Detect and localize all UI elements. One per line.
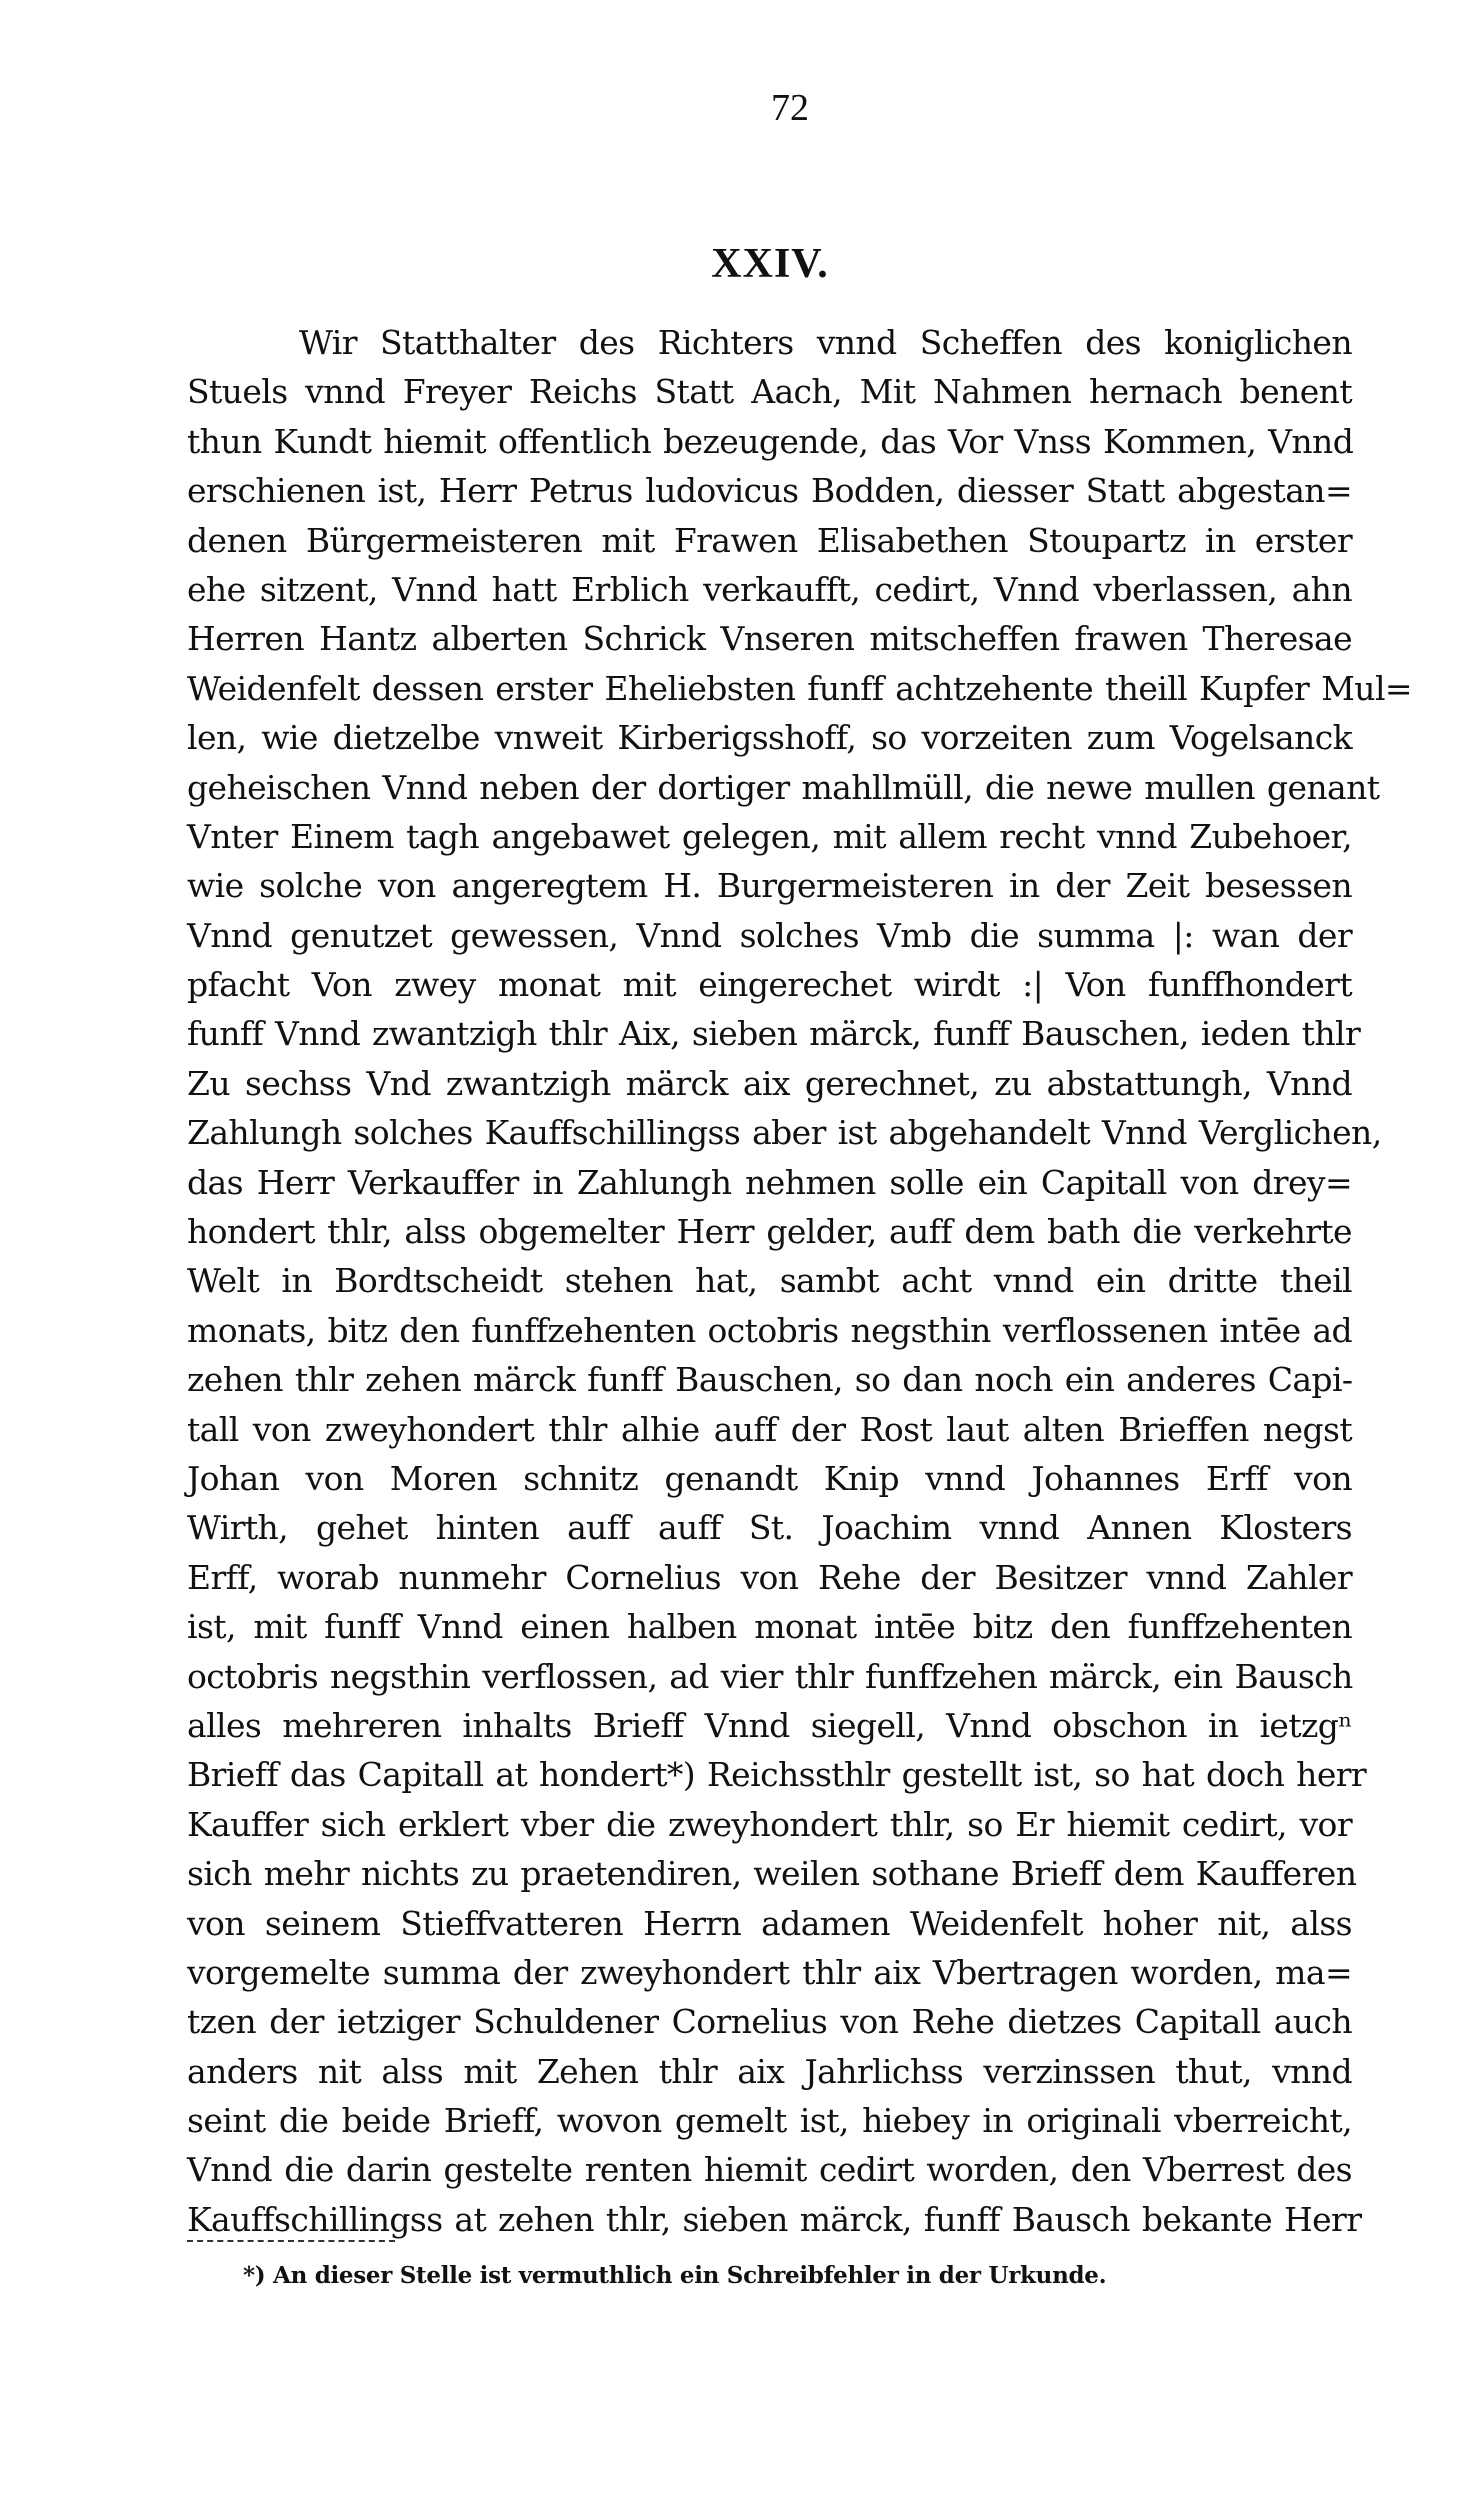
text-line: ehe sitzent, Vnnd hatt Erblich verkaufft, cedirt, Vnnd vberlassen, ahn	[187, 569, 1352, 609]
text-line: Vnnd die darin gestelte renten hiemit cedirt worden, den Vberrest des	[187, 2150, 1352, 2190]
text-line: Erff, worab nunmehr Cornelius von Rehe der Besitzer vnnd Zahler	[187, 1557, 1352, 1597]
text-line: vorgemelte summa der zweyhondert thlr aix Vbertragen worden, ma=	[187, 1952, 1352, 1992]
text-line: Kauffschillingss at zehen thlr, sieben märck, funff Bausch bekante Herr	[187, 2199, 1362, 2239]
text-line: zehen thlr zehen märck funff Bauschen, so dan noch ein anderes Capi-	[187, 1360, 1353, 1400]
text-line: sich mehr nichts zu praetendiren, weilen sothane Brieff dem Kaufferen	[187, 1854, 1357, 1894]
text-line: Wir Statthalter des Richters vnnd Scheffen des koniglichen	[299, 323, 1352, 362]
text-line: Zu sechss Vnd zwantzigh märck aix gerechnet, zu abstattungh, Vnnd	[187, 1063, 1352, 1103]
text-line: wie solche von angeregtem H. Burgermeisteren in der Zeit besessen	[187, 866, 1352, 906]
text-line: Zahlungh solches Kauffschillingss aber ist abgehandelt Vnnd Verglichen,	[187, 1113, 1382, 1153]
document-body	[187, 318, 1412, 2244]
text-line: funff Vnnd zwantzigh thlr Aix, sieben märck, funff Bauschen, ieden thlr	[187, 1014, 1361, 1054]
text-line: Johan von Moren schnitz genandt Knip vnnd Johannes Erff von	[187, 1458, 1352, 1498]
text-line: alles mehreren inhalts Brieff Vnnd siegell, Vnnd obschon in ietzgⁿ	[187, 1705, 1352, 1745]
text-line: erschienen ist, Herr Petrus ludovicus Bodden, diesser Statt abgestan=	[187, 471, 1352, 511]
text-line: geheischen Vnnd neben der dortiger mahllmüll, die newe mullen genant	[187, 767, 1380, 807]
text-line: tzen der ietziger Schuldener Cornelius von Rehe dietzes Capitall auch	[187, 2002, 1352, 2042]
document-section-title: XXIV.	[711, 241, 829, 287]
text-line: Wirth, gehet hinten auff auff St. Joachim vnnd Annen Klosters	[187, 1508, 1352, 1548]
text-line: Kauffer sich erklert vber die zweyhondert thlr, so Er hiemit cedirt, vor	[187, 1804, 1352, 1844]
text-line: Vnter Einem tagh angebawet gelegen, mit allem recht vnnd Zubehoer,	[187, 816, 1352, 856]
text-line: Welt in Bordtscheidt stehen hat, sambt acht vnnd ein dritte theil	[187, 1261, 1352, 1301]
text-line: pfacht Von zwey monat mit eingerechet wirdt :| Von funffhondert	[187, 965, 1352, 1005]
text-line: von seinem Stieffvatteren Herrn adamen Weidenfelt hoher nit, alss	[187, 1903, 1352, 1943]
text-line: ist, mit funff Vnnd einen halben monat intēe bitz den funffzehenten	[187, 1607, 1352, 1647]
text-line: thun Kundt hiemit offentlich bezeugende, das Vor Vnss Kommen, Vnnd	[187, 421, 1354, 461]
text-line: Stuels vnnd Freyer Reichs Statt Aach, Mit Nahmen hernach benent	[187, 372, 1352, 412]
footnote: *) An dieser Stelle ist vermuthlich ein Schreibfehler in der Urkunde.	[243, 2262, 1107, 2289]
footnote-separator	[187, 2240, 395, 2242]
text-line: denen Bürgermeisteren mit Frawen Elisabethen Stoupartz in erster	[187, 520, 1352, 560]
text-line: Weidenfelt dessen erster Eheliebsten funff achtzehente theill Kupfer Mul=	[187, 668, 1412, 708]
text-line: len, wie dietzelbe vnweit Kirberigsshoff, so vorzeiten zum Vogelsanck	[187, 718, 1352, 758]
page-number: 72	[771, 87, 809, 129]
text-line: Herren Hantz alberten Schrick Vnseren mitscheffen frawen Theresae	[187, 619, 1352, 659]
text-line: Brieff das Capitall at hondert*) Reichssthlr gestellt ist, so hat doch herr	[187, 1755, 1367, 1795]
text-line: anders nit alss mit Zehen thlr aix Jahrlichss verzinssen thut, vnnd	[187, 2051, 1352, 2091]
text-line: das Herr Verkauffer in Zahlungh nehmen solle ein Capitall von drey=	[187, 1162, 1352, 1202]
text-line: monats, bitz den funffzehenten octobris negsthin verflossenen intēe ad	[187, 1310, 1353, 1350]
text-line: tall von zweyhondert thlr alhie auff der Rost laut alten Brieffen negst	[187, 1409, 1352, 1449]
text-line: hondert thlr, alss obgemelter Herr gelder, auff dem bath die verkehrte	[187, 1212, 1352, 1252]
text-line: octobris negsthin verflossen, ad vier thlr funffzehen märck, ein Bausch	[187, 1656, 1353, 1696]
text-line: seint die beide Brieff, wovon gemelt ist, hiebey in originali vberreicht,	[187, 2101, 1352, 2141]
text-line: Vnnd genutzet gewessen, Vnnd solches Vmb die summa |: wan der	[187, 915, 1352, 955]
